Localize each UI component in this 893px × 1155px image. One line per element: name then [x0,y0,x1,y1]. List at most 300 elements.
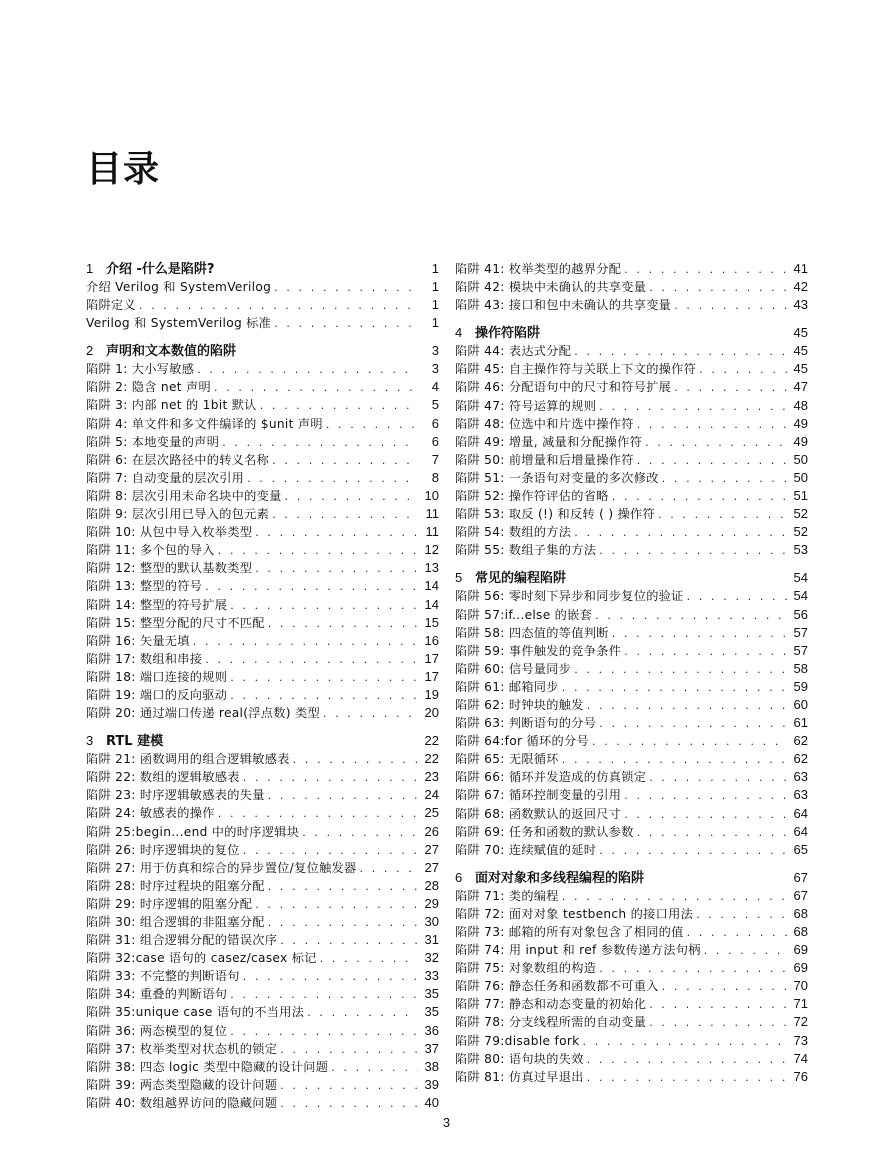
toc-entry-page: 12 [424,542,439,558]
page-number: 3 [442,1115,451,1130]
toc-entry-label: 陷阱 48: 位选中和片选中操作符 [455,416,634,431]
toc-entry-page: 62 [793,751,808,767]
toc-entry-page: 32 [424,950,439,966]
chapter-number: 2 [86,343,94,359]
toc-entry-label: 陷阱 5: 本地变量的声明 [86,434,220,449]
toc-entry-label: 陷阱 32:case 语句的 casez/casex 标记 [86,951,317,966]
dot-leader [624,643,787,660]
chapter-page: 67 [793,869,808,885]
dot-leader [230,597,418,614]
toc-entry-page: 48 [793,397,808,413]
toc-entry-page: 37 [424,1040,439,1056]
toc-entry-page: 43 [793,297,808,313]
toc-entry-label: 陷阱 3: 内部 net 的 1bit 默认 [86,398,257,413]
toc-entry-page: 52 [793,506,808,522]
dot-leader [139,297,418,314]
toc-chapter-heading[interactable] [455,324,808,342]
toc-entry-page: 61 [793,715,808,731]
toc-entry-label: 陷阱 10: 从包中导入枚举类型 [86,525,253,540]
toc-entry-label: 陷阱 27: 用于仿真和综合的异步置位/复位触发器 [86,860,357,875]
toc-entry-label: 陷阱 40: 数组越界访问的隐藏问题 [86,1095,278,1110]
toc-entry[interactable] [86,949,439,967]
toc-entry[interactable] [455,696,808,714]
toc-entry-label: 陷阱 2: 隐含 net 声明 [86,380,211,395]
dot-leader [687,924,787,941]
toc-entry-label: 陷阱 63: 判断语句的分号 [455,716,597,731]
toc-entry[interactable] [455,768,808,786]
toc-entry[interactable] [86,415,439,433]
toc-entry[interactable] [86,451,439,469]
toc-entry-page: 6 [431,433,439,449]
dot-leader [197,361,418,378]
chapter-number: 5 [455,570,463,586]
toc-entry[interactable] [455,523,808,541]
toc-entry[interactable] [455,296,808,314]
dot-leader [612,625,787,642]
toc-entry[interactable] [455,469,808,487]
dot-leader [574,661,787,678]
toc-entry-page: 22 [424,751,439,767]
toc-entry-page: 60 [793,696,808,712]
toc-entry-page: 59 [793,678,808,694]
toc-entry[interactable] [86,278,439,296]
dot-leader [326,416,418,433]
toc-entry[interactable] [86,823,439,841]
dot-leader [645,434,787,451]
toc-entry[interactable] [86,686,439,704]
toc-entry-page: 57 [793,624,808,640]
toc-entry-label: 陷阱 58: 四态值的等值判断 [455,625,609,640]
toc-entry[interactable] [86,505,439,523]
toc-entry-label: 陷阱 44: 表达式分配 [455,344,572,359]
toc-entry-page: 50 [793,469,808,485]
toc-entry[interactable] [86,396,439,414]
toc-entry-page: 30 [424,914,439,929]
chapter-title: 介绍 -什么是陷阱? [106,262,215,277]
dot-leader [323,705,418,722]
toc-entry-label: 陷阱 7: 自动变量的层次引用 [86,470,245,485]
toc-entry-label: 陷阱 26: 时序逻辑块的复位 [86,842,240,857]
toc-entry[interactable] [86,577,439,595]
toc-entry[interactable] [455,342,808,360]
toc-entry-label: 陷阱 23: 时序逻辑敏感表的失量 [86,788,265,803]
toc-entry[interactable] [455,959,808,977]
toc-entry[interactable] [86,360,439,378]
toc-entry-page: 62 [793,733,808,749]
toc-entry-label: 陷阱 12: 整型的默认基数类型 [86,561,253,576]
toc-entry-page: 40 [424,1094,439,1110]
toc-entry-label: 陷阱 36: 两态模型的复位 [86,1023,228,1038]
toc-entry-label: 陷阱 14: 整型的符号扩展 [86,597,228,612]
toc-entry-page: 1 [431,297,439,313]
dot-leader [260,397,418,414]
dot-leader [274,315,418,332]
toc-entry-page: 16 [424,632,439,648]
toc-entry-label: 陷阱 75: 对象数组的构造 [455,961,597,976]
toc-entry[interactable] [455,397,808,415]
toc-entry[interactable] [86,967,439,985]
dot-leader [285,488,418,505]
dot-leader [696,906,787,923]
dot-leader [624,787,787,804]
toc-entry[interactable] [455,505,808,523]
dot-leader [587,1069,787,1086]
toc-entry-page: 58 [793,660,808,676]
toc-entry-page: 69 [793,960,808,976]
toc-entry[interactable] [455,805,808,823]
toc-entry[interactable] [86,841,439,859]
dot-leader [662,470,787,487]
toc-entry-label: 陷阱 20: 通过端口传递 real(浮点数) 类型 [86,706,320,721]
toc-entry[interactable] [455,433,808,451]
toc-entry-page: 47 [793,379,808,395]
toc-entry-label: 陷阱 54: 数组的方法 [455,525,572,540]
toc-entry-page: 11 [425,506,439,522]
toc-entry[interactable] [455,1068,808,1086]
toc-entry-label: 陷阱 30: 组合逻辑的非阻塞分配 [86,915,265,929]
toc-entry-page: 68 [793,924,808,939]
toc-entry[interactable] [86,786,439,804]
toc-entry[interactable] [455,1013,808,1031]
toc-entry-label: 陷阱 19: 端口的反向驱动 [86,687,228,702]
toc-entry-label: 陷阱 4: 单文件和多文件编译的 $unit 声明 [86,416,323,431]
toc-entry[interactable] [455,823,808,841]
toc-entry[interactable] [455,660,808,678]
toc-entry-page: 25 [424,805,439,821]
toc-entry-label: 陷阱 8: 层次引用未命名块中的变量 [86,488,282,503]
dot-leader [307,1004,418,1021]
dot-leader [699,361,787,378]
toc-chapter-heading[interactable] [455,869,808,887]
toc-entry-page: 36 [424,1022,439,1038]
dot-leader [272,452,418,469]
toc-entry[interactable] [455,786,808,804]
toc-entry[interactable] [455,1050,808,1068]
toc-entry-page: 35 [424,1004,439,1020]
toc-right-column [455,260,808,1086]
toc-entry-label: 陷阱 42: 模块中未确认的共享变量 [455,280,647,295]
toc-entry[interactable] [86,1003,439,1021]
toc-entry[interactable] [86,804,439,822]
toc-chapter-heading[interactable] [455,569,808,587]
toc-entry[interactable] [455,714,808,732]
dot-leader [624,806,787,823]
toc-entry[interactable] [86,704,439,722]
toc-entry-page: 20 [424,705,439,721]
dot-leader [218,542,418,559]
toc-entry-page: 45 [793,361,808,377]
dot-leader [272,506,418,523]
toc-entry-page: 27 [424,841,439,857]
toc-entry-page: 57 [793,642,808,658]
dot-leader [243,968,418,985]
dot-leader [230,986,418,1003]
dot-leader [574,343,787,360]
toc-entry[interactable] [455,995,808,1013]
toc-entry[interactable] [86,895,439,913]
toc-entry[interactable] [455,378,808,396]
toc-entry-label: 陷阱 65: 无限循环 [455,752,559,767]
toc-entry-page: 19 [424,686,439,702]
toc-entry[interactable] [86,768,439,786]
toc-entry-label: 陷阱 34: 重叠的判断语句 [86,987,228,1002]
toc-entry-label: 陷阱 55: 数组子集的方法 [455,543,597,558]
toc-entry-label: 陷阱 76: 静态任务和函数都不可重入 [455,979,659,994]
toc-entry-label: 陷阱 33: 不完整的判断语句 [86,969,240,984]
toc-entry[interactable] [86,314,439,332]
page-title: 目录 [86,149,161,190]
toc-entry[interactable] [86,632,439,650]
toc-entry[interactable] [86,487,439,505]
toc-entry[interactable] [86,296,439,314]
toc-entry[interactable] [86,541,439,559]
toc-entry-page: 35 [424,986,439,1002]
toc-entry[interactable] [455,1032,808,1050]
dot-leader [320,950,418,967]
toc-entry[interactable] [455,451,808,469]
toc-entry[interactable] [86,750,439,768]
dot-leader [205,651,418,668]
dot-leader [193,633,418,650]
toc-entry-page: 72 [793,1014,808,1030]
dot-leader [662,978,787,995]
toc-entry[interactable] [455,977,808,995]
toc-entry-label: 陷阱 37: 枚举类型对状态机的锁定 [86,1041,278,1056]
toc-chapter-heading[interactable] [86,260,439,278]
toc-entry[interactable] [455,923,808,941]
toc-entry-label: 陷阱 1: 大小写敏感 [86,362,195,377]
dot-leader [624,261,787,278]
toc-entry[interactable] [86,1076,439,1094]
dot-leader [255,896,418,913]
toc-entry[interactable] [455,606,808,624]
dot-leader [599,398,787,415]
dot-leader [268,914,418,931]
toc-entry[interactable] [455,360,808,378]
dot-leader [280,1095,418,1112]
chapter-title: RTL 建模 [106,734,164,750]
dot-leader [230,669,418,686]
toc-entry-page: 4 [431,379,439,395]
toc-entry[interactable] [86,433,439,451]
toc-entry[interactable] [455,487,808,505]
chapter-title: 面对对象和多线程编程的陷阱 [475,870,645,886]
toc-entry-page: 10 [424,487,439,503]
toc-entry-page: 69 [793,942,808,958]
dot-leader [280,1077,418,1094]
toc-entry[interactable] [455,624,808,642]
chapter-page: 45 [793,325,808,341]
toc-entry[interactable] [455,887,808,905]
toc-entry-label: 陷阱 38: 四态 logic 类型中隐藏的设计问题 [86,1059,329,1074]
toc-entry[interactable] [455,750,808,768]
toc-entry-label: Verilog 和 SystemVerilog 标准 [86,316,272,331]
toc-entry-page: 49 [793,415,808,431]
toc-entry[interactable] [86,378,439,396]
toc-entry-page: 65 [793,841,808,857]
toc-entry-label: 陷阱 66: 循环并发造成的仿真锁定 [455,770,647,785]
toc-entry-label: 陷阱 17: 数组和串接 [86,651,203,666]
dot-leader [599,960,787,977]
toc-entry-label: 陷阱 45: 自主操作符与关联上下文的操作符 [455,362,697,377]
toc-entry-label: 介绍 Verilog 和 SystemVerilog [86,280,272,294]
dot-leader [222,434,418,451]
toc-entry-label: 陷阱 13: 整型的符号 [86,579,203,594]
toc-entry[interactable] [86,469,439,487]
toc-entry[interactable] [455,678,808,696]
toc-entry-page: 14 [424,578,439,594]
toc-entry-label: 陷阱 35:unique case 语句的不当用法 [86,1005,305,1020]
toc-entry[interactable] [455,587,808,605]
dot-leader [587,1051,787,1068]
toc-entry-page: 8 [431,469,439,485]
toc-entry-page: 74 [793,1050,808,1066]
toc-entry-page: 42 [793,279,808,295]
toc-entry-page: 52 [793,524,808,540]
toc-entry[interactable] [455,415,808,433]
toc-entry-label: 陷阱 41: 枚举类型的越界分配 [455,262,622,276]
toc-entry-label: 陷阱 53: 取反 (!) 和反转 ( ) 操作符 [455,507,656,522]
toc-entry[interactable] [455,642,808,660]
toc-entry-page: 1 [431,279,439,294]
dot-leader [562,888,787,905]
toc-entry-label: 陷阱 61: 邮箱同步 [455,679,559,694]
toc-chapter-heading[interactable] [86,342,439,360]
dot-leader [599,542,787,559]
dot-leader [687,588,787,605]
toc-chapter-heading[interactable] [86,732,439,750]
toc-entry[interactable] [86,1040,439,1058]
dot-leader [562,751,787,768]
toc-entry-label: 陷阱 70: 连续赋值的延时 [455,842,597,857]
toc-entry[interactable] [86,985,439,1003]
toc-entry-page: 17 [424,650,439,666]
dot-leader [293,751,418,768]
toc-entry[interactable] [86,650,439,668]
toc-entry-label: 陷阱 11: 多个包的导入 [86,543,215,558]
toc-entry-label: 陷阱 52: 操作符评估的省略 [455,489,609,504]
toc-entry[interactable] [86,931,439,949]
toc-entry-label: 陷阱 64:for 循环的分号 [455,734,589,749]
toc-entry-page: 50 [793,451,808,467]
toc-entry-page: 29 [424,895,439,911]
chapter-number: 4 [455,325,463,341]
dot-leader [592,733,787,750]
toc-entry-label: 陷阱 9: 层次引用已导入的包元素 [86,507,270,522]
toc-entry-label: 陷阱 16: 矢量无填 [86,633,190,648]
dot-leader [360,860,418,877]
toc-entry-page: 1 [431,315,439,331]
chapter-page: 1 [431,261,439,276]
toc-entry[interactable] [86,1022,439,1040]
toc-entry[interactable] [86,614,439,632]
toc-entry-page: 56 [793,606,808,622]
toc-entry-label: 陷阱 49: 增量, 减量和分配操作符 [455,434,643,449]
toc-entry-label: 陷阱 78: 分支线程所需的自动变量 [455,1015,647,1030]
toc-entry-label: 陷阱 22: 数组的逻辑敏感表 [86,770,240,785]
toc-entry-label: 陷阱 69: 任务和函数的默认参数 [455,824,634,839]
toc-entry-label: 陷阱 68: 函数默认的返回尺寸 [455,806,622,821]
dot-leader [583,1033,787,1050]
dot-leader [268,878,418,895]
toc-entry[interactable] [86,1094,439,1112]
toc-entry[interactable] [86,877,439,895]
dot-leader [243,842,418,859]
toc-entry-label: 陷阱 57:if...else 的嵌套 [455,607,593,622]
toc-entry-label: 陷阱 67: 循环控制变量的引用 [455,788,622,803]
toc-entry-label: 陷阱 74: 用 input 和 ref 参数传递方法句柄 [455,943,701,958]
dot-leader [704,942,787,959]
toc-entry[interactable] [455,905,808,923]
toc-entry[interactable] [86,523,439,541]
toc-entry[interactable] [455,941,808,959]
dot-leader [230,687,418,704]
toc-entry-page: 41 [793,261,808,276]
toc-entry-label: 陷阱 25:begin...end 中的时序逻辑块 [86,824,300,839]
toc-entry-label: 陷阱 15: 整型分配的尺寸不匹配 [86,615,265,630]
toc-entry-label: 陷阱定义 [86,298,136,313]
dot-leader [331,1059,418,1076]
dot-leader [268,787,418,804]
toc-entry-label: 陷阱 46: 分配语句中的尺寸和符号扩展 [455,380,672,395]
toc-entry-label: 陷阱 21: 函数调用的组合逻辑敏感表 [86,752,290,767]
toc-entry-page: 64 [793,805,808,821]
toc-entry-page: 63 [793,769,808,785]
dot-leader [214,379,418,396]
dot-leader [205,578,418,595]
toc-entry-label: 陷阱 60: 信号量同步 [455,661,572,676]
toc-entry[interactable] [455,732,808,750]
dot-leader [243,769,418,786]
toc-entry[interactable] [86,596,439,614]
toc-entry-page: 3 [431,361,439,377]
toc-entry-label: 陷阱 47: 符号运算的规则 [455,398,597,413]
toc-entry[interactable] [86,859,439,877]
toc-entry[interactable] [455,541,808,559]
toc-entry-page: 64 [793,823,808,839]
dot-leader [599,842,787,859]
dot-leader [658,506,787,523]
toc-entry-label: 陷阱 29: 时序逻辑的阻塞分配 [86,896,253,911]
toc-entry[interactable] [455,260,808,278]
toc-entry[interactable] [455,278,808,296]
toc-entry-label: 陷阱 18: 端口连接的规则 [86,669,228,684]
toc-entry[interactable] [455,841,808,859]
dot-leader [255,560,418,577]
toc-entry-label: 陷阱 73: 邮箱的所有对象包含了相同的值 [455,925,684,939]
toc-entry-label: 陷阱 6: 在层次路径中的转义名称 [86,452,270,467]
toc-entry-label: 陷阱 39: 两态类型隐藏的设计问题 [86,1077,278,1092]
toc-entry-page: 7 [431,451,439,467]
toc-entry-label: 陷阱 62: 时钟块的触发 [455,697,584,712]
toc-entry[interactable] [86,1058,439,1076]
toc-entry-label: 陷阱 50: 前增量和后增量操作符 [455,452,634,467]
dot-leader [280,1041,418,1058]
toc-entry[interactable] [86,668,439,686]
toc-entry-page: 33 [424,968,439,984]
toc-entry[interactable] [86,559,439,577]
toc-entry-label: 陷阱 59: 事件触发的竞争条件 [455,643,622,658]
toc-entry-page: 39 [424,1076,439,1092]
dot-leader [637,452,787,469]
dot-leader [302,824,418,841]
toc-left-column [86,260,439,1112]
toc-entry-page: 17 [424,668,439,684]
toc-entry-page: 11 [425,524,439,540]
toc-entry-page: 5 [431,397,439,413]
toc-entry[interactable] [86,913,439,931]
dot-leader [599,715,787,732]
